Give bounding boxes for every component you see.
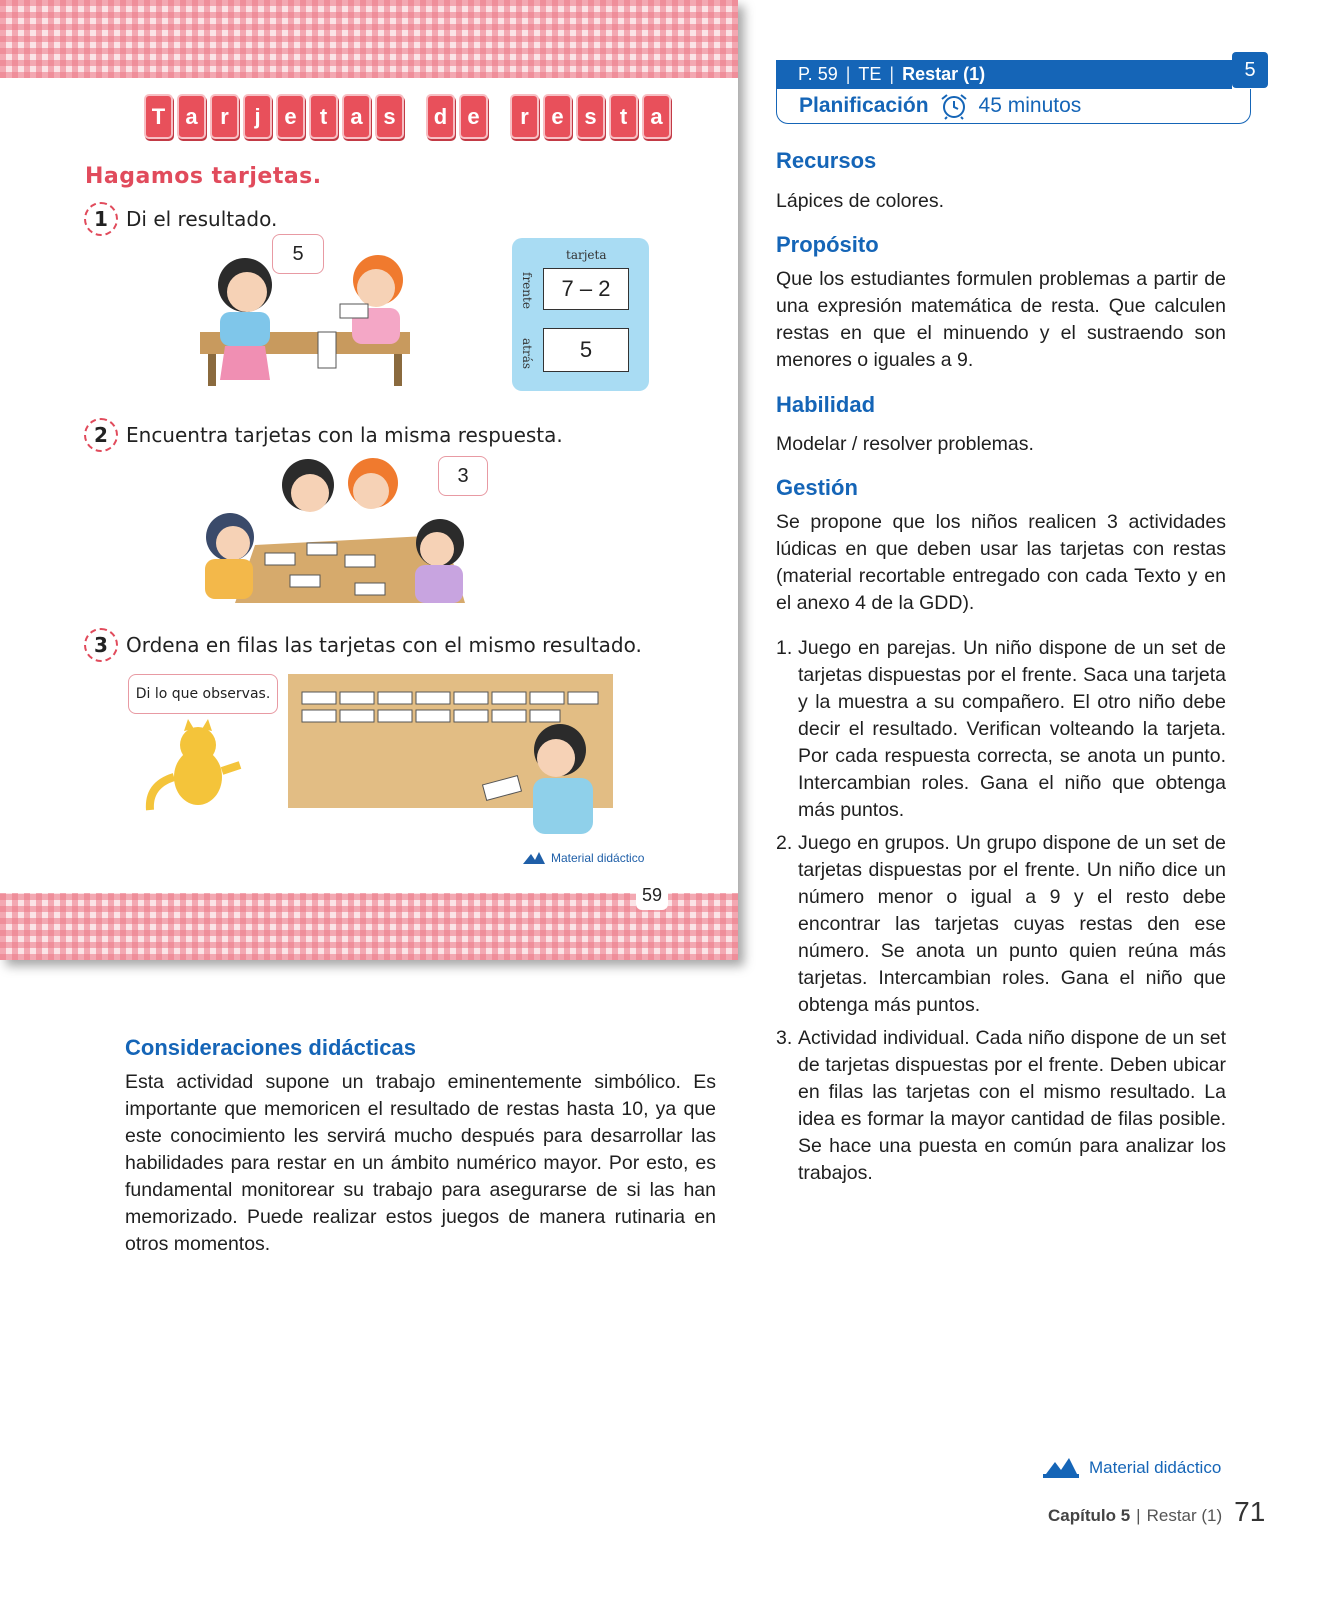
step-1 bbox=[84, 202, 277, 236]
planning-box bbox=[776, 89, 1251, 124]
list-item: 1. Juego en parejas. Un niño dispone de un set de tarjetas dispuestas por el frente. Saca una tarjeta y la muestra a su compañero. El otro niño debe decir el resultado. Verifican volteando la tarjeta. Por cada respuesta correcta, se anota un punto. Intercambian roles. Gana el niño que obtenga más puntos. bbox=[776, 637, 1226, 821]
title-letter: a bbox=[342, 94, 371, 139]
material-label: Material didáctico bbox=[1089, 1458, 1222, 1477]
proposito-text: Que los estudiantes formulen problemas a partir de una expresión matemática de resta. Que calculen restas en que el minuendo y el sustraendo son menores o iguales a 9. bbox=[776, 268, 1226, 371]
page-number: 71 bbox=[1234, 1496, 1266, 1527]
step-number: 2 bbox=[84, 418, 118, 452]
title-letter: s bbox=[576, 94, 605, 139]
card-back: 5 bbox=[543, 328, 629, 372]
alarm-clock-icon bbox=[939, 92, 969, 120]
step-text: Encuentra tarjetas con la misma respuesta. bbox=[126, 423, 563, 447]
step-2 bbox=[84, 418, 563, 452]
list-item: 3. Actividad individual. Cada niño dispone de un set de tarjetas dispuestas por el frente. Deben ubicar en filas las tarjetas con el mismo resultado. La idea es formar la mayor cantidad de filas posible. Se hace una puesta en común para analizar los trabajos. bbox=[776, 1027, 1226, 1184]
material-didactico bbox=[1043, 1458, 1221, 1478]
chapter-badge: 5 bbox=[1232, 52, 1268, 88]
speech-bubble: Di lo que observas. bbox=[128, 674, 278, 714]
card-back-label: atrás bbox=[520, 338, 534, 370]
material-icon bbox=[523, 852, 545, 864]
footer-lesson: Restar (1) bbox=[1146, 1506, 1223, 1525]
recursos-text: Lápices de colores. bbox=[776, 190, 945, 212]
gingham-border-bottom bbox=[0, 893, 738, 960]
proposito-heading: Propósito bbox=[776, 232, 879, 257]
card-front: 7 – 2 bbox=[543, 268, 629, 310]
title-letter: r bbox=[510, 94, 539, 139]
speech-bubble: 5 bbox=[272, 234, 324, 274]
card-front-label: frente bbox=[520, 272, 534, 309]
consideraciones-heading: Consideraciones didácticas bbox=[125, 1035, 416, 1060]
gestion-heading: Gestión bbox=[776, 475, 858, 500]
planning-time: 45 minutos bbox=[978, 94, 1082, 117]
title-letter: a bbox=[177, 94, 206, 139]
step-number: 3 bbox=[84, 628, 118, 662]
lesson-title: Restar (1) bbox=[902, 64, 986, 84]
page-title bbox=[144, 94, 671, 139]
title-letter: a bbox=[642, 94, 671, 139]
material-label: Material didáctico bbox=[551, 851, 645, 865]
gingham-border-top bbox=[0, 0, 738, 78]
activity-list bbox=[776, 635, 1226, 1193]
title-letter: e bbox=[543, 94, 572, 139]
page-ref: P. 59 bbox=[798, 64, 838, 84]
title-letter: t bbox=[309, 94, 338, 139]
step-number: 1 bbox=[84, 202, 118, 236]
title-letter: r bbox=[210, 94, 239, 139]
title-letter: s bbox=[375, 94, 404, 139]
card-label-top: tarjeta bbox=[566, 248, 607, 262]
gestion-text: Se propone que los niños realicen 3 actividades lúdicas en que deben usar las tarjetas con restas (material recortable entregado con cada Texto y en el anexo 4 de la GDD). bbox=[776, 511, 1226, 614]
step-text: Di el resultado. bbox=[126, 207, 278, 231]
consideraciones-text: Esta actividad supone un trabajo eminentemente simbólico. Es importante que memoricen el resultado de restas hasta 10, ya que este conocimiento les servirá mucho después para desarrollar las habilidades para restar en un ámbito numérico mayor. Por esto, es fundamental monitorear su trabajo para asegurarse de si las han memorizado. Puede realizar estos juegos de manera rutinaria en otros momentos. bbox=[125, 1071, 716, 1255]
habilidad-text: Modelar / resolver problemas. bbox=[776, 433, 1034, 455]
material-didactico-small bbox=[523, 851, 644, 865]
title-letter: e bbox=[459, 94, 488, 139]
recursos-heading: Recursos bbox=[776, 148, 877, 173]
title-letter: T bbox=[144, 94, 173, 139]
subheading: Hagamos tarjetas. bbox=[85, 164, 322, 189]
step-3 bbox=[84, 628, 642, 662]
title-letter: t bbox=[609, 94, 638, 139]
student-page bbox=[0, 0, 738, 960]
student-page-number: 59 bbox=[636, 880, 668, 910]
te-label: TE bbox=[858, 64, 882, 84]
title-letter: j bbox=[243, 94, 272, 139]
footer-chapter: Capítulo 5 bbox=[1048, 1506, 1131, 1525]
card-rows-board bbox=[288, 674, 613, 834]
planning-title: Planificación bbox=[799, 94, 929, 117]
title-letter: d bbox=[426, 94, 455, 139]
cat-icon bbox=[140, 715, 250, 825]
step-text: Ordena en filas las tarjetas con el mismo resultado. bbox=[126, 633, 642, 657]
page-footer: Capítulo 5 | Restar (1) 71 bbox=[1048, 1496, 1266, 1527]
habilidad-heading: Habilidad bbox=[776, 392, 876, 417]
speech-bubble: 3 bbox=[438, 456, 488, 496]
card-example bbox=[512, 238, 649, 391]
lesson-header: P. 59 | TE | Restar (1) bbox=[776, 60, 1232, 89]
material-icon bbox=[1043, 1458, 1079, 1478]
list-item: 2. Juego en grupos. Un grupo dispone de un set de tarjetas dispuestas por el frente. Un niño dice un número menor o igual a 9 y el resto debe encontrar las tarjetas cuyas restas den ese número. Se anota un punto quien reúna más tarjetas. Intercambian roles. Gana el niño que obtenga más puntos. bbox=[776, 832, 1226, 1016]
title-letter: e bbox=[276, 94, 305, 139]
